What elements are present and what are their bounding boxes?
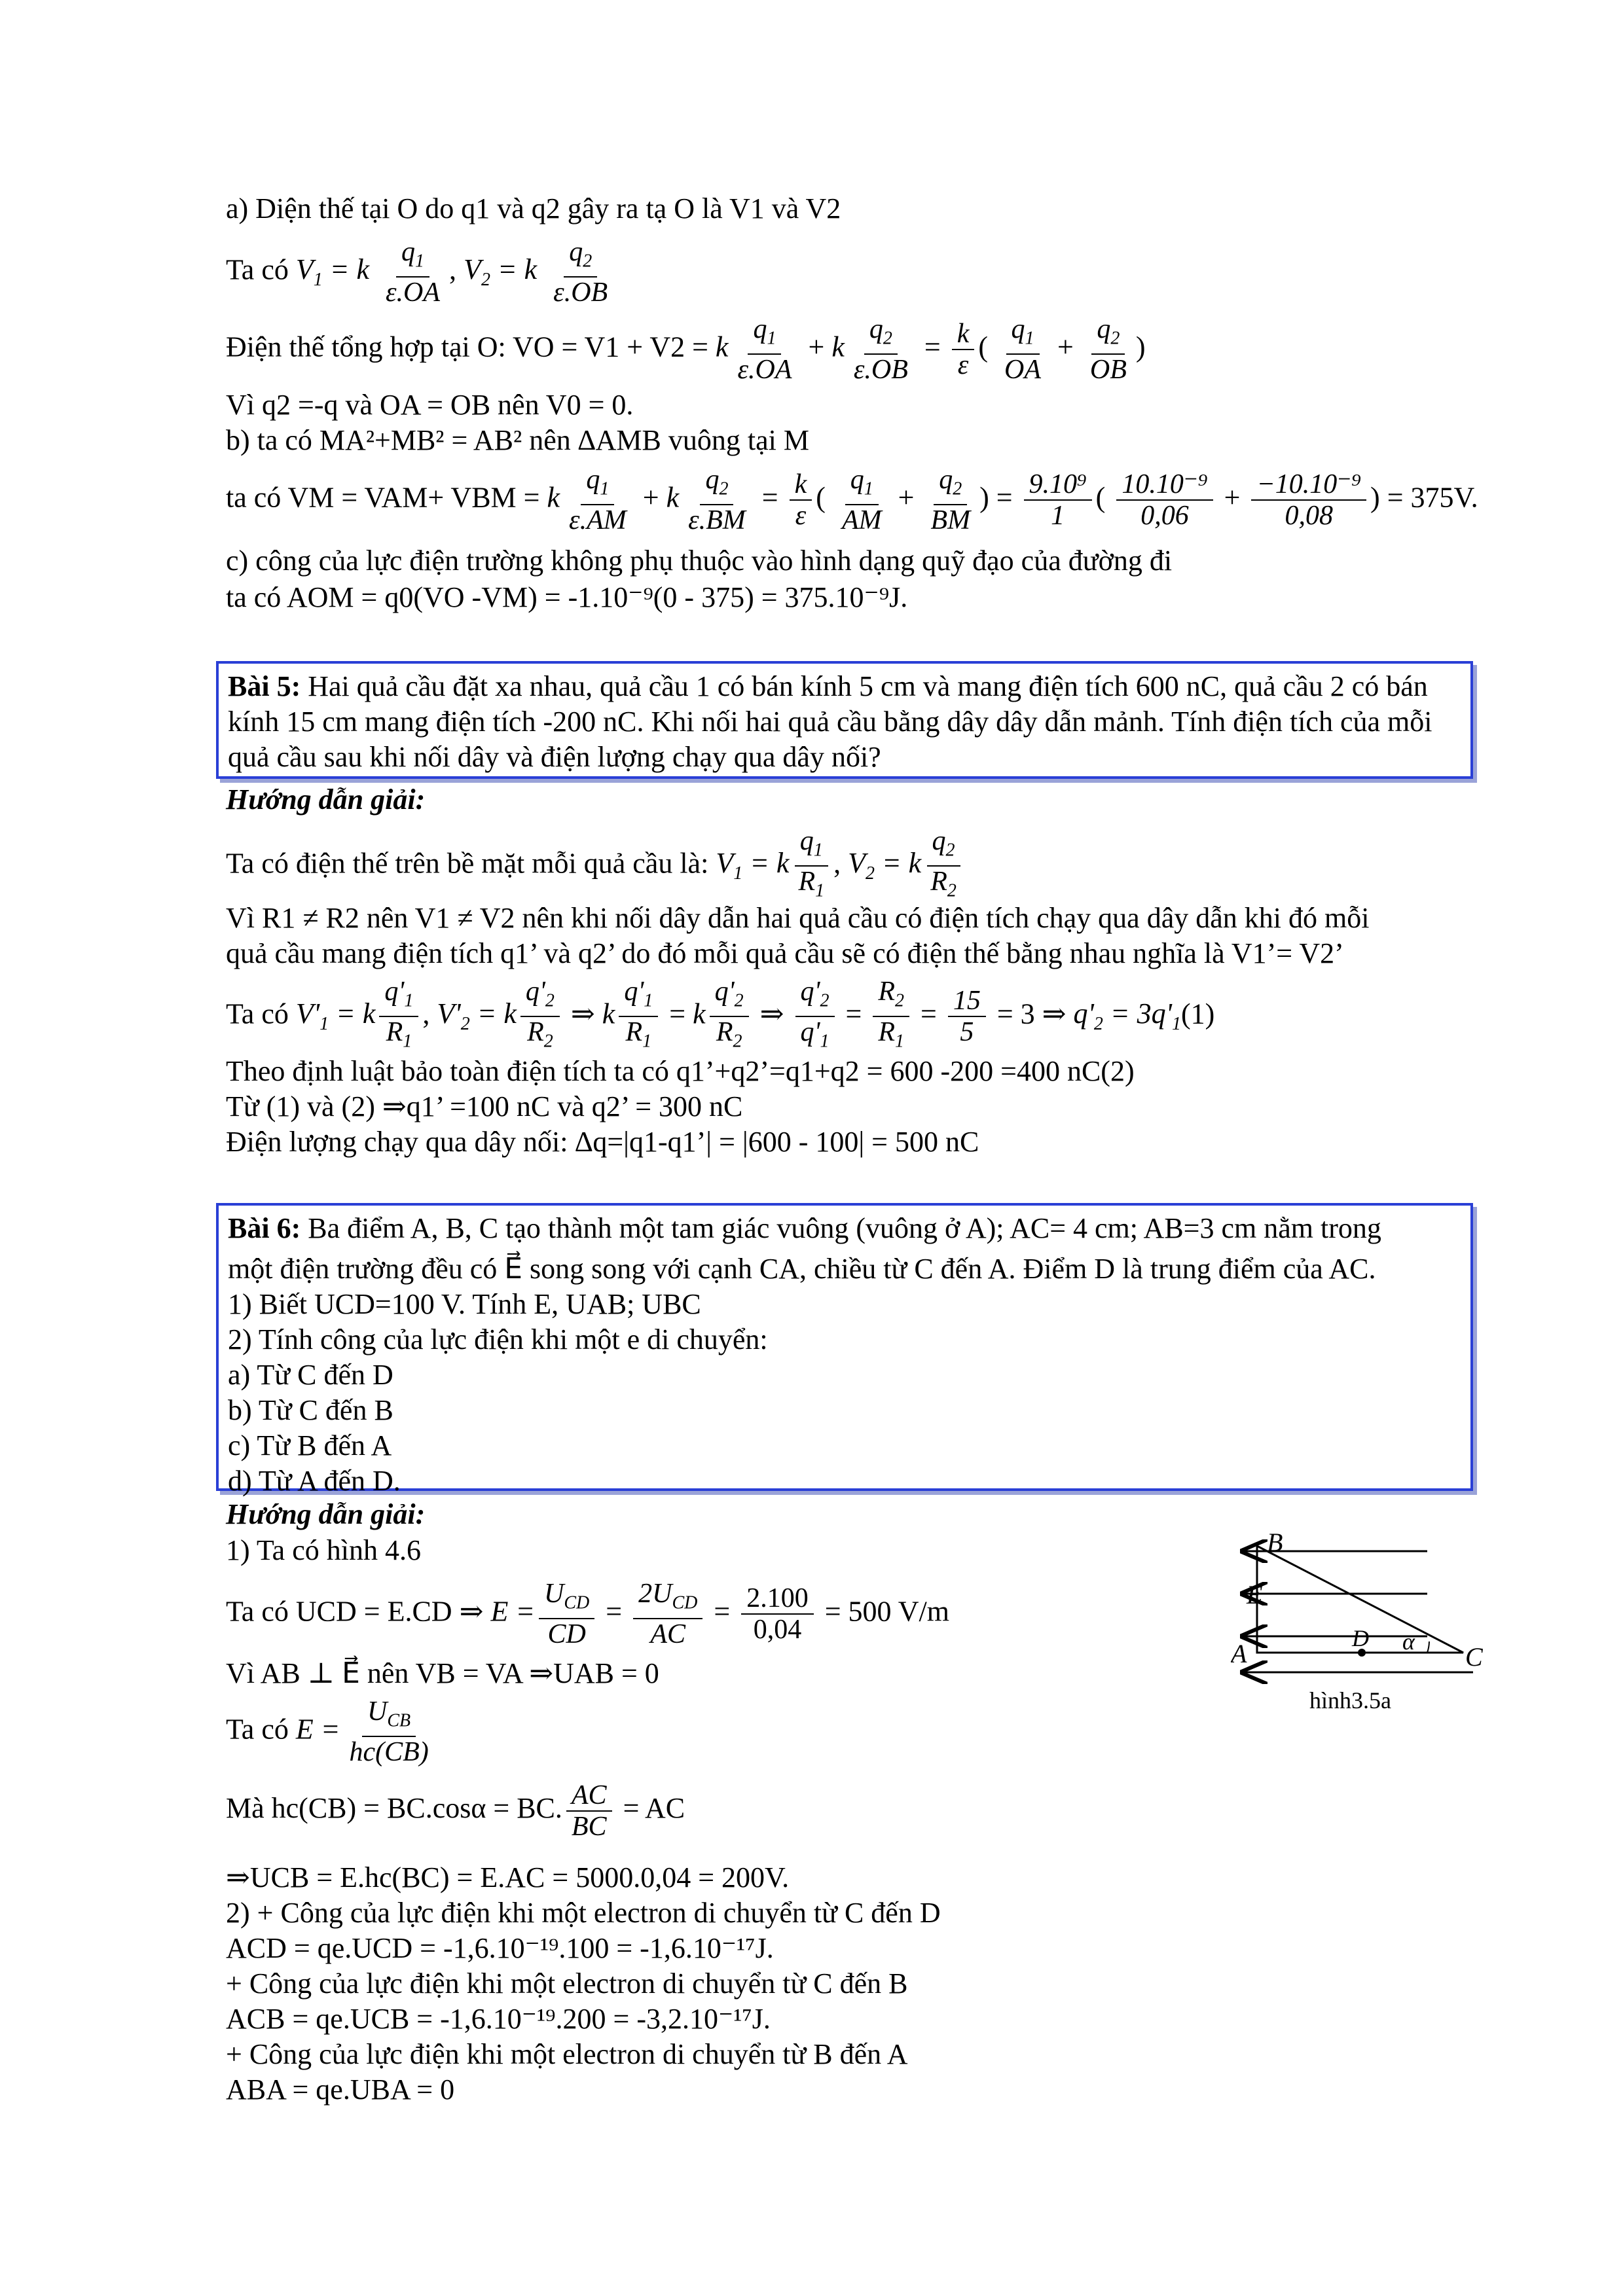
fraction-numerator: −10.10⁻⁹ — [1251, 469, 1366, 501]
bai6-title: Bài 6: — [228, 1212, 301, 1244]
fraction-numerator: 9.10⁹ — [1024, 469, 1092, 501]
bai6-line-1 — [228, 1211, 1461, 1246]
text-prefix: ta có VM = VAM+ VBM = — [226, 481, 540, 514]
bai6-solution-formula-ucb: Ta có E = $\frac{U_{CB}}{hc(CB)}$ — [226, 1696, 429, 1768]
bai6-line-3: 1) Biết UCD=100 V. Tính E, UAB; UBC — [228, 1288, 701, 1320]
bai5-guide-heading: Hướng dẫn giải: — [226, 783, 426, 816]
figure-triangle-diagram — [1231, 1532, 1493, 1728]
bai6-solution-line-8: ACD = qe.UCD = -1,6.10⁻¹⁹.100 = -1,6.10⁻¹⁷J. — [226, 1932, 774, 1964]
bai6-solution-formula-e: Ta có UCD = E.CD ⇒ E = $\frac{U_{CD}}{CD}$ = $\frac{2U_{CD}}{AC}$ = $\frac{2.100}{0,04}$ = 500 V/m — [226, 1579, 949, 1650]
result-text: = AC — [623, 1792, 685, 1825]
part-a-line-4: Vì q2 =-q và OA = OB nên V0 = 0. — [226, 389, 634, 421]
bai6-solution-formula-hc: Mà hc(CB) = BC.cosα = BC. $\frac{AC}{BC}$ = AC — [226, 1780, 685, 1842]
bai6-item: a) Từ C đến D — [228, 1359, 393, 1391]
part-a-formula-vo: Điện thế tổng hợp tại O: VO = V1 + V2 = k $\frac{q_1}{\varepsilon.OA}$ + k $\frac{q_2}{\varepsilon.OB}$ = $\frac{k}{\varepsilon}$ ( $\frac{q_1}{OA}$ + $\frac{q_2}{OB}$ ) — [226, 314, 1146, 386]
fraction-numerator: 2.100 — [741, 1583, 814, 1615]
text-prefix: Ta có UCD = E.CD ⇒ — [226, 1595, 484, 1628]
fraction-denominator: 0,08 — [1285, 501, 1333, 531]
result-text: = 500 V/m — [824, 1595, 949, 1628]
bai6-solution-line-10: ACB = qe.UCB = -1,6.10⁻¹⁹.200 = -3,2.10⁻¹⁷J. — [226, 2003, 771, 2035]
equation-number: (1) — [1181, 997, 1215, 1030]
fraction-numerator: 15 — [948, 986, 986, 1017]
part-a-line-7: c) công của lực điện trường không phụ thuộc vào hình dạng quỹ đạo của đường đi — [226, 545, 1173, 577]
bai6-problem-box — [216, 1203, 1473, 1497]
text-prefix: Ta có — [226, 1713, 289, 1746]
text-prefix: Ta có điện thế trên bề mặt mỗi quả cầu là: — [226, 847, 709, 880]
text-prefix: Ta có — [226, 997, 289, 1030]
bai6-item: b) Từ C đến B — [228, 1394, 393, 1426]
bai5-solution-line-1: Ta có điện thế trên bề mặt mỗi quả cầu là: $V_1 = k$ $\frac{q_1}{R_1}$ , $V_2 = k$ $\frac{q_2}{R_2}$ — [226, 826, 966, 906]
label-a: A — [1231, 1639, 1247, 1668]
bai6-item: d) Từ A đến D. — [228, 1465, 401, 1497]
label-e: E — [1247, 1580, 1263, 1609]
label-d: D — [1352, 1625, 1369, 1651]
bai5-solution-line-6: Từ (1) và (2) ⇒q1’ =100 nC và q2’ = 300 nC — [226, 1090, 743, 1122]
label-c: C — [1465, 1642, 1483, 1672]
part-a-formula-vm: ta có VM = VAM+ VBM = k $\frac{q_1}{\varepsilon.AM}$ + k $\frac{q_2}{\varepsilon.BM}$ = $\frac{k}{\varepsilon}$ ( $\frac{q_1}{AM}$ + $\frac{q_2}{BM}$ ) = $\frac{\text{9.10⁹}}{1}$ ( $\frac{\text{10.10⁻⁹}}{0,06}$ + $\frac{\text{−10.10⁻⁹}}{0,08}$ ) = 375V. — [226, 465, 1478, 536]
label-b: B — [1267, 1532, 1283, 1557]
equals-text: = 3 ⇒ — [996, 997, 1067, 1030]
bai5-solution-formula: Ta có $V'_1 = k$ $\frac{q'_1}{R_1}$ , $V'_2 = k$ $\frac{q'_2}{R_2}$ ⇒ k $\frac{q'_1}{R_1}$ = k $\frac{q'_2}{R_2}$ ⇒ $\frac{q'_2}{q'_1}$ = $\frac{R_2}{R_1}$ = $\frac{15}{5}$ = 3 ⇒ $q'_2 = 3q'_1(1)$ — [226, 977, 1215, 1052]
fraction-denominator: 5 — [960, 1017, 974, 1048]
bai6-solution-line-11: + Công của lực điện khi một electron di chuyển từ B đến A — [226, 2038, 908, 2070]
bai6-guide-heading: Hướng dẫn giải: — [226, 1498, 426, 1530]
bai5-body: Hai quả cầu đặt xa nhau, quả cầu 1 có bán kính 5 cm và mang điện tích 600 nC, quả cầu 2 có bán kính 15 cm mang điện tích -200 nC. Khi nối hai quả cầu bằng dây dây dẫn mảnh. Tính điện tích của mỗi quả cầu sau khi nối dây và điện lượng chạy qua dây nối? — [228, 670, 1432, 773]
fraction-denominator: 0,06 — [1140, 501, 1189, 531]
label-alpha: α — [1402, 1628, 1415, 1655]
fraction-denominator: 0,04 — [753, 1615, 802, 1645]
figure-caption: hình3.5a — [1309, 1687, 1391, 1713]
bai5-problem-box — [216, 661, 1473, 779]
angle-arc — [1427, 1641, 1429, 1653]
text-prefix: Điện thế tổng hợp tại O: VO = V1 + V2 = — [226, 331, 708, 363]
part-a-formula-v1v2: Ta có $V_1 = k$ $\frac{q_1}{\varepsilon.OA}$ , $V_2 = k$ $\frac{q_2}{\varepsilon.OB}$ — [226, 237, 608, 308]
bai6-solution-line-3: Vì AB ⊥ E⃗ nên VB = VA ⇒UAB = 0 — [226, 1657, 659, 1689]
bai6-line-2: một điện trường đều có E⃗ song song với cạnh CA, chiều từ C đến A. Điểm D là trung điểm của AC. — [228, 1253, 1376, 1285]
bai5-title: Bài 5: — [228, 670, 301, 702]
bai6-solution-line-6: ⇒UCB = E.hc(BC) = E.AC = 5000.0,04 = 200V. — [226, 1861, 790, 1893]
bai5-solution-line-7: Điện lượng chạy qua dây nối: ∆q=|q1-q1’| = |600 - 100| = 500 nC — [226, 1126, 979, 1158]
bai5-solution-line-3: quả cầu mang điện tích q1’ và q2’ do đó mỗi quả cầu sẽ có điện thế bằng nhau nghĩa là V1’= V2’ — [226, 937, 1344, 969]
bai6-solution-line-9: + Công của lực điện khi một electron di chuyển từ C đến B — [226, 1967, 908, 2000]
bai5-solution-line-2: Vì R1 ≠ R2 nên V1 ≠ V2 nên khi nối dây dẫn hai quả cầu có điện tích chạy qua dây dẫn khi đó mỗi — [226, 902, 1370, 934]
fraction-numerator: 10.10⁻⁹ — [1116, 469, 1213, 501]
text-prefix: Ta có — [226, 253, 289, 286]
bai6-solution-line-7: 2) + Công của lực điện khi một electron di chuyển từ C đến D — [226, 1897, 941, 1929]
part-a-line-1: a) Diện thế tại O do q1 và q2 gây ra tạ O là V1 và V2 — [226, 192, 841, 224]
bai6-line-4: 2) Tính công của lực điện khi một e di chuyển: — [228, 1323, 768, 1355]
text-prefix: Mà hc(CB) = BC.cosα = BC. — [226, 1792, 562, 1825]
part-a-line-5: b) ta có MA²+MB² = AB² nên ∆AMB vuông tại M — [226, 424, 809, 456]
bai6-solution-line-1: 1) Ta có hình 4.6 — [226, 1534, 421, 1566]
bai6-solution-line-12: ABA = qe.UBA = 0 — [226, 2073, 455, 2106]
bai5-problem-text — [228, 669, 1461, 775]
bai6-item: c) Từ B đến A — [228, 1429, 392, 1462]
bai5-solution-line-5: Theo định luật bảo toàn điện tích ta có q1’+q2’=q1+q2 = 600 -200 =400 nC(2) — [226, 1055, 1135, 1087]
part-a-line-8: ta có AOM = q0(VO -VM) = -1.10⁻⁹(0 - 375) = 375.10⁻⁹J. — [226, 581, 908, 613]
result-text: ) = 375V. — [1370, 481, 1478, 514]
bai6-body: Ba điểm A, B, C tạo thành một tam giác vuông (vuông ở A); AC= 4 cm; AB=3 cm nằm trong — [308, 1212, 1381, 1244]
